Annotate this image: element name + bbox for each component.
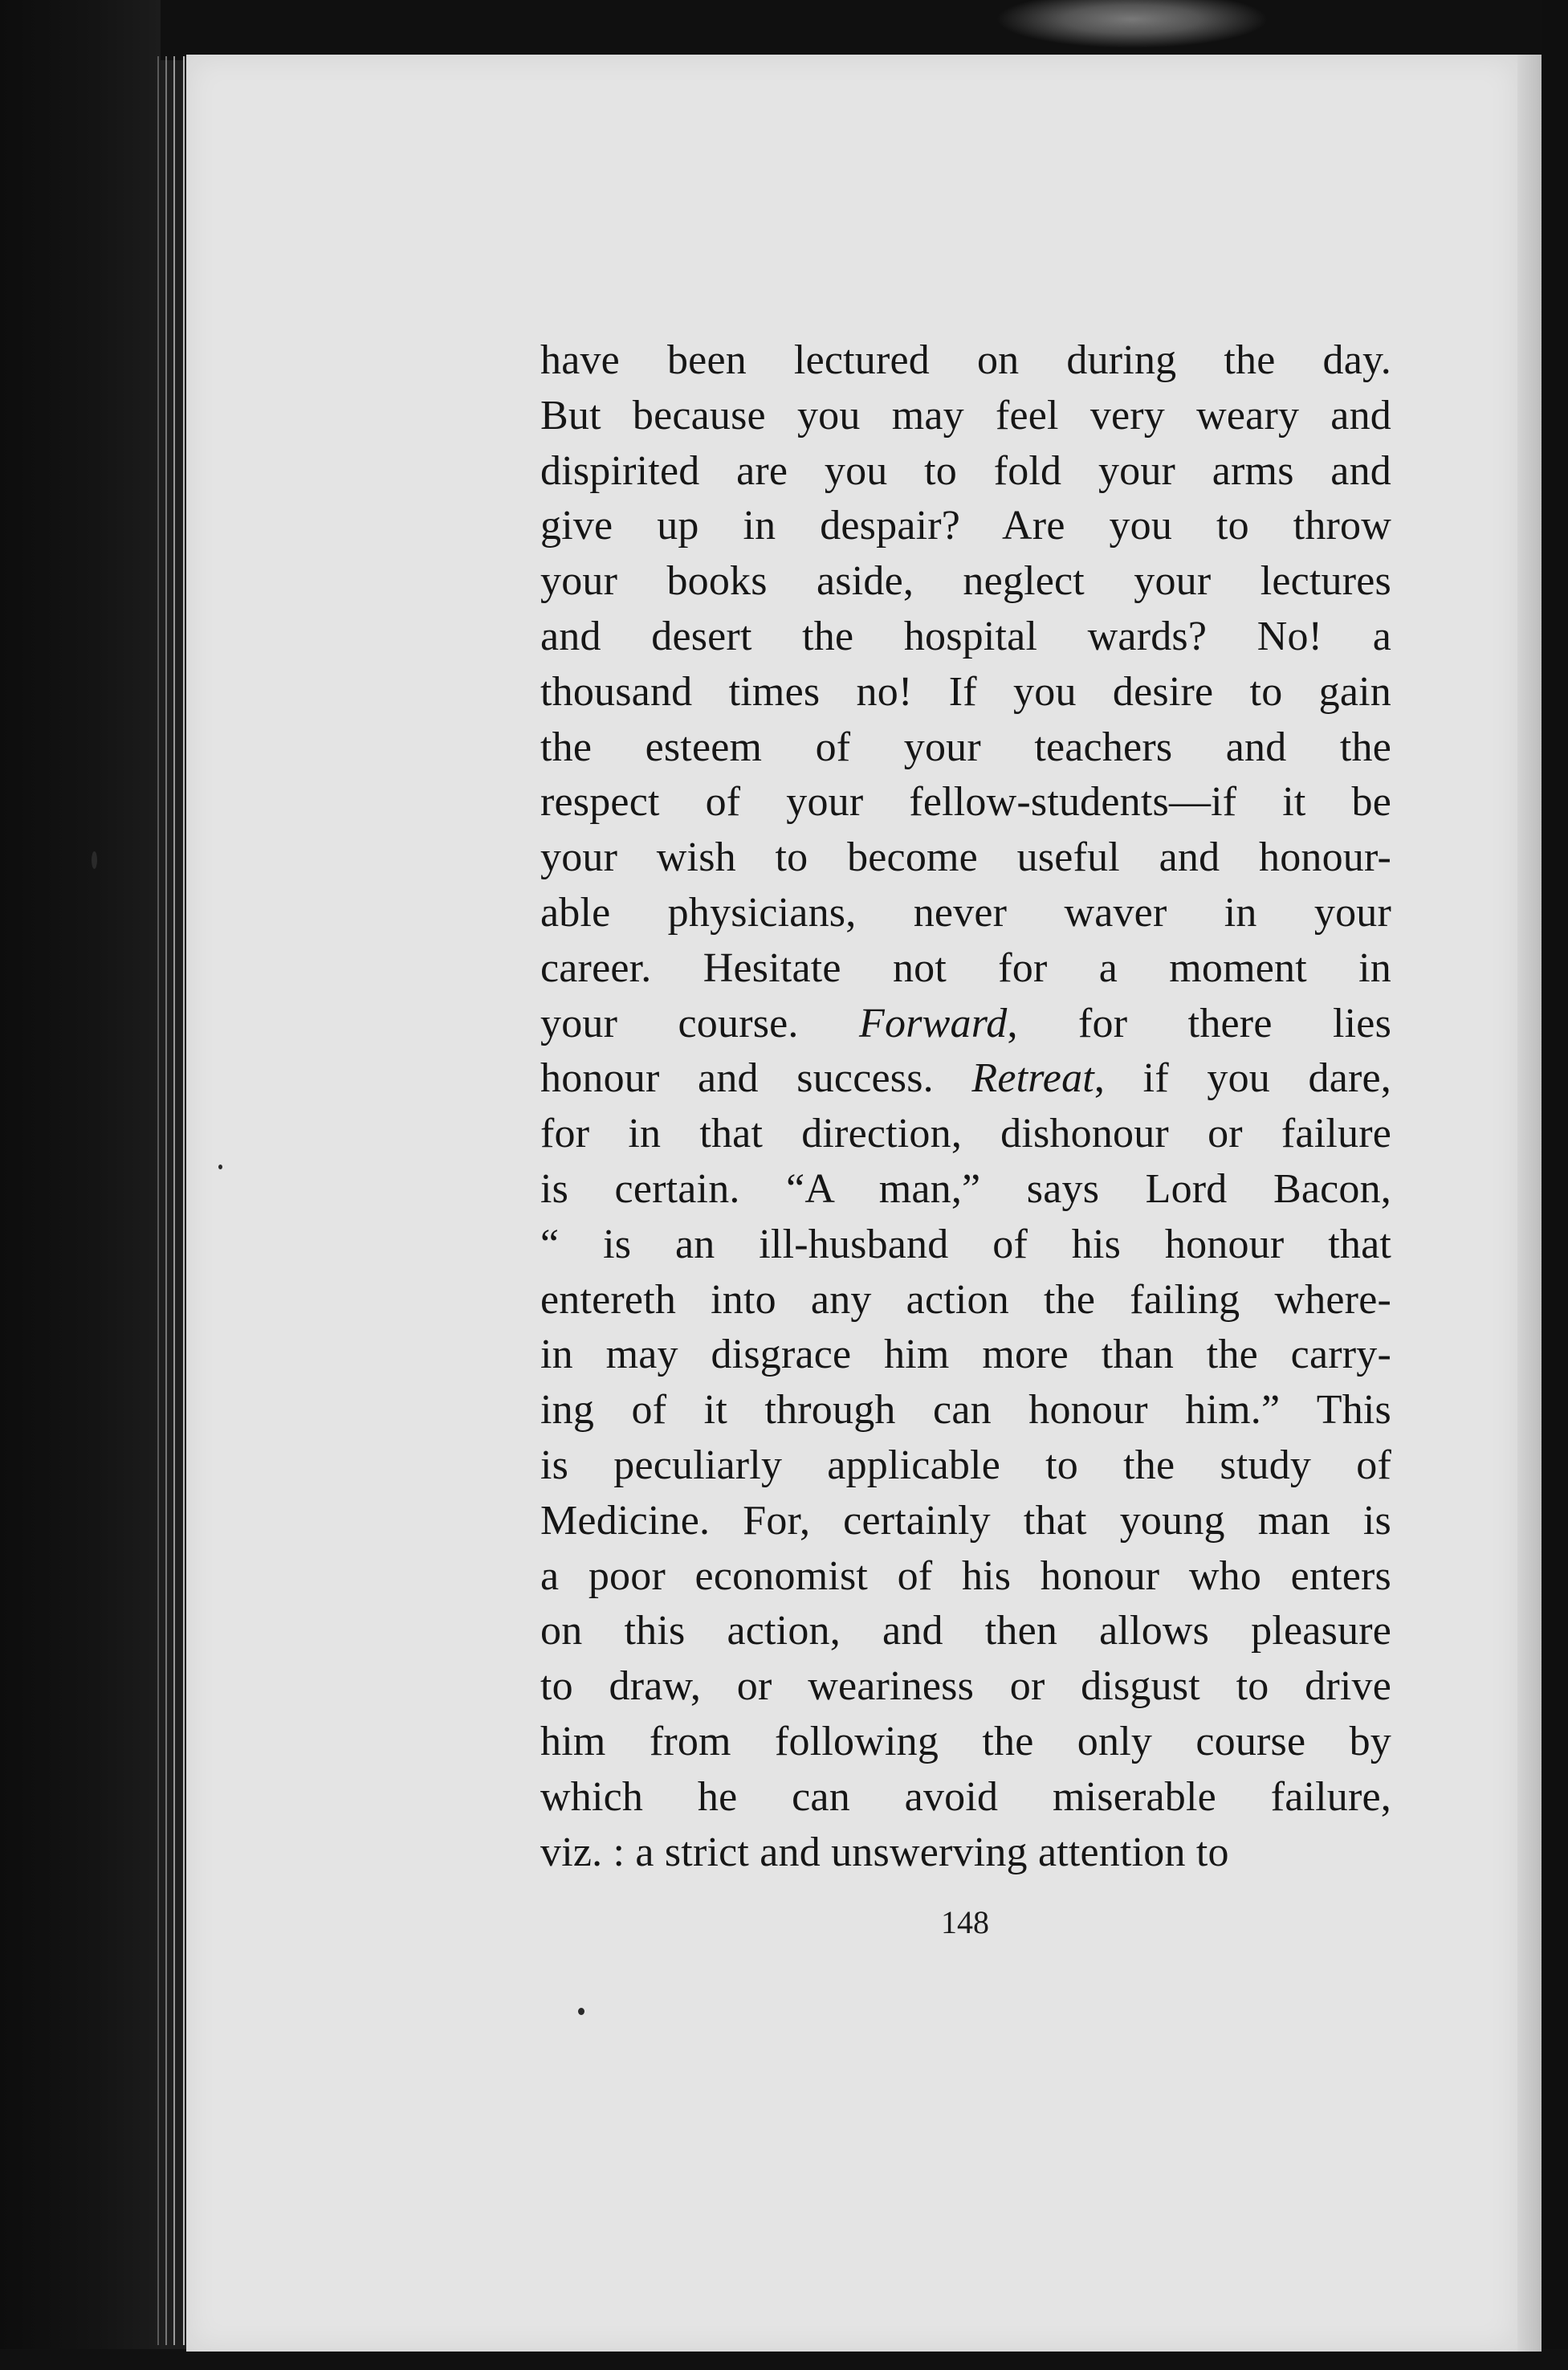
text-line: But because you may feel very weary and [540,392,1391,439]
page-stack-line [183,56,185,2345]
text-fragment: your course. [540,1000,799,1046]
text-line: your books aside, neglect your lectures [540,558,1391,605]
scan-top-border [0,0,1568,60]
scan-speck [578,2008,584,2015]
italic-word: Retreat [971,1055,1094,1102]
page-stack-line [165,56,167,2345]
text-line: have been lectured on during the day. [540,337,1391,383]
text-fragment: , if you dare, [1094,1055,1391,1102]
text-line: respect of your fellow-students—if it be [540,779,1391,826]
text-line: able physicians, never waver in your [540,889,1391,936]
text-line: give up in despair? Are you to throw [540,503,1391,549]
scan-right-border [1542,0,1568,2370]
ornament-smudge [996,0,1269,48]
scan-left-border [0,0,161,2370]
text-line: which he can avoid miserable failure, [540,1773,1391,1820]
text-line: career. Hesitate not for a moment in [540,944,1391,991]
page-stack-line [173,56,175,2345]
text-line: viz. : a strict and unswerving attention to [540,1829,1229,1875]
text-fragment: honour and success. [540,1055,934,1102]
text-line: for in that direction, dishonour or failure [540,1111,1391,1157]
page-stack-line [157,56,159,2345]
page-right-edge [1517,55,1542,2352]
text-line: to draw, or weariness or disgust to drive [540,1663,1391,1710]
scan-speck [92,851,97,869]
text-line: thousand times no! If you desire to gain [540,668,1391,715]
text-line: “ is an ill-husband of his honour that [540,1221,1391,1267]
text-line: a poor economist of his honour who enters [540,1552,1391,1599]
text-line: Medicine. For, certainly that young man is [540,1497,1391,1544]
text-line [540,997,1391,1052]
text-line: on this action, and then allows pleasure [540,1608,1391,1654]
scan-speck [218,1165,222,1169]
text-line: is peculiarly applicable to the study of [540,1442,1391,1488]
text-line: entereth into any action the failing where- [540,1276,1391,1323]
text-line: and desert the hospital wards? No! a [540,613,1391,659]
body-text [540,333,1391,1880]
text-line: dispirited are you to fold your arms and [540,447,1391,494]
page-number: 148 [941,1904,989,1940]
text-fragment: , for there lies [1007,1000,1391,1046]
text-line: your wish to become useful and honour- [540,834,1391,881]
text-line: ing of it through can honour him.” This [540,1387,1391,1434]
text-line: in may disgrace him more than the carry- [540,1332,1391,1378]
italic-word: Forward [859,1000,1008,1046]
scan-bottom-border [0,2349,1568,2370]
text-line: the esteem of your teachers and the [540,724,1391,770]
text-line: him from following the only course by [540,1718,1391,1764]
text-line: is certain. “A man,” says Lord Bacon, [540,1165,1391,1212]
text-line [540,1051,1391,1107]
